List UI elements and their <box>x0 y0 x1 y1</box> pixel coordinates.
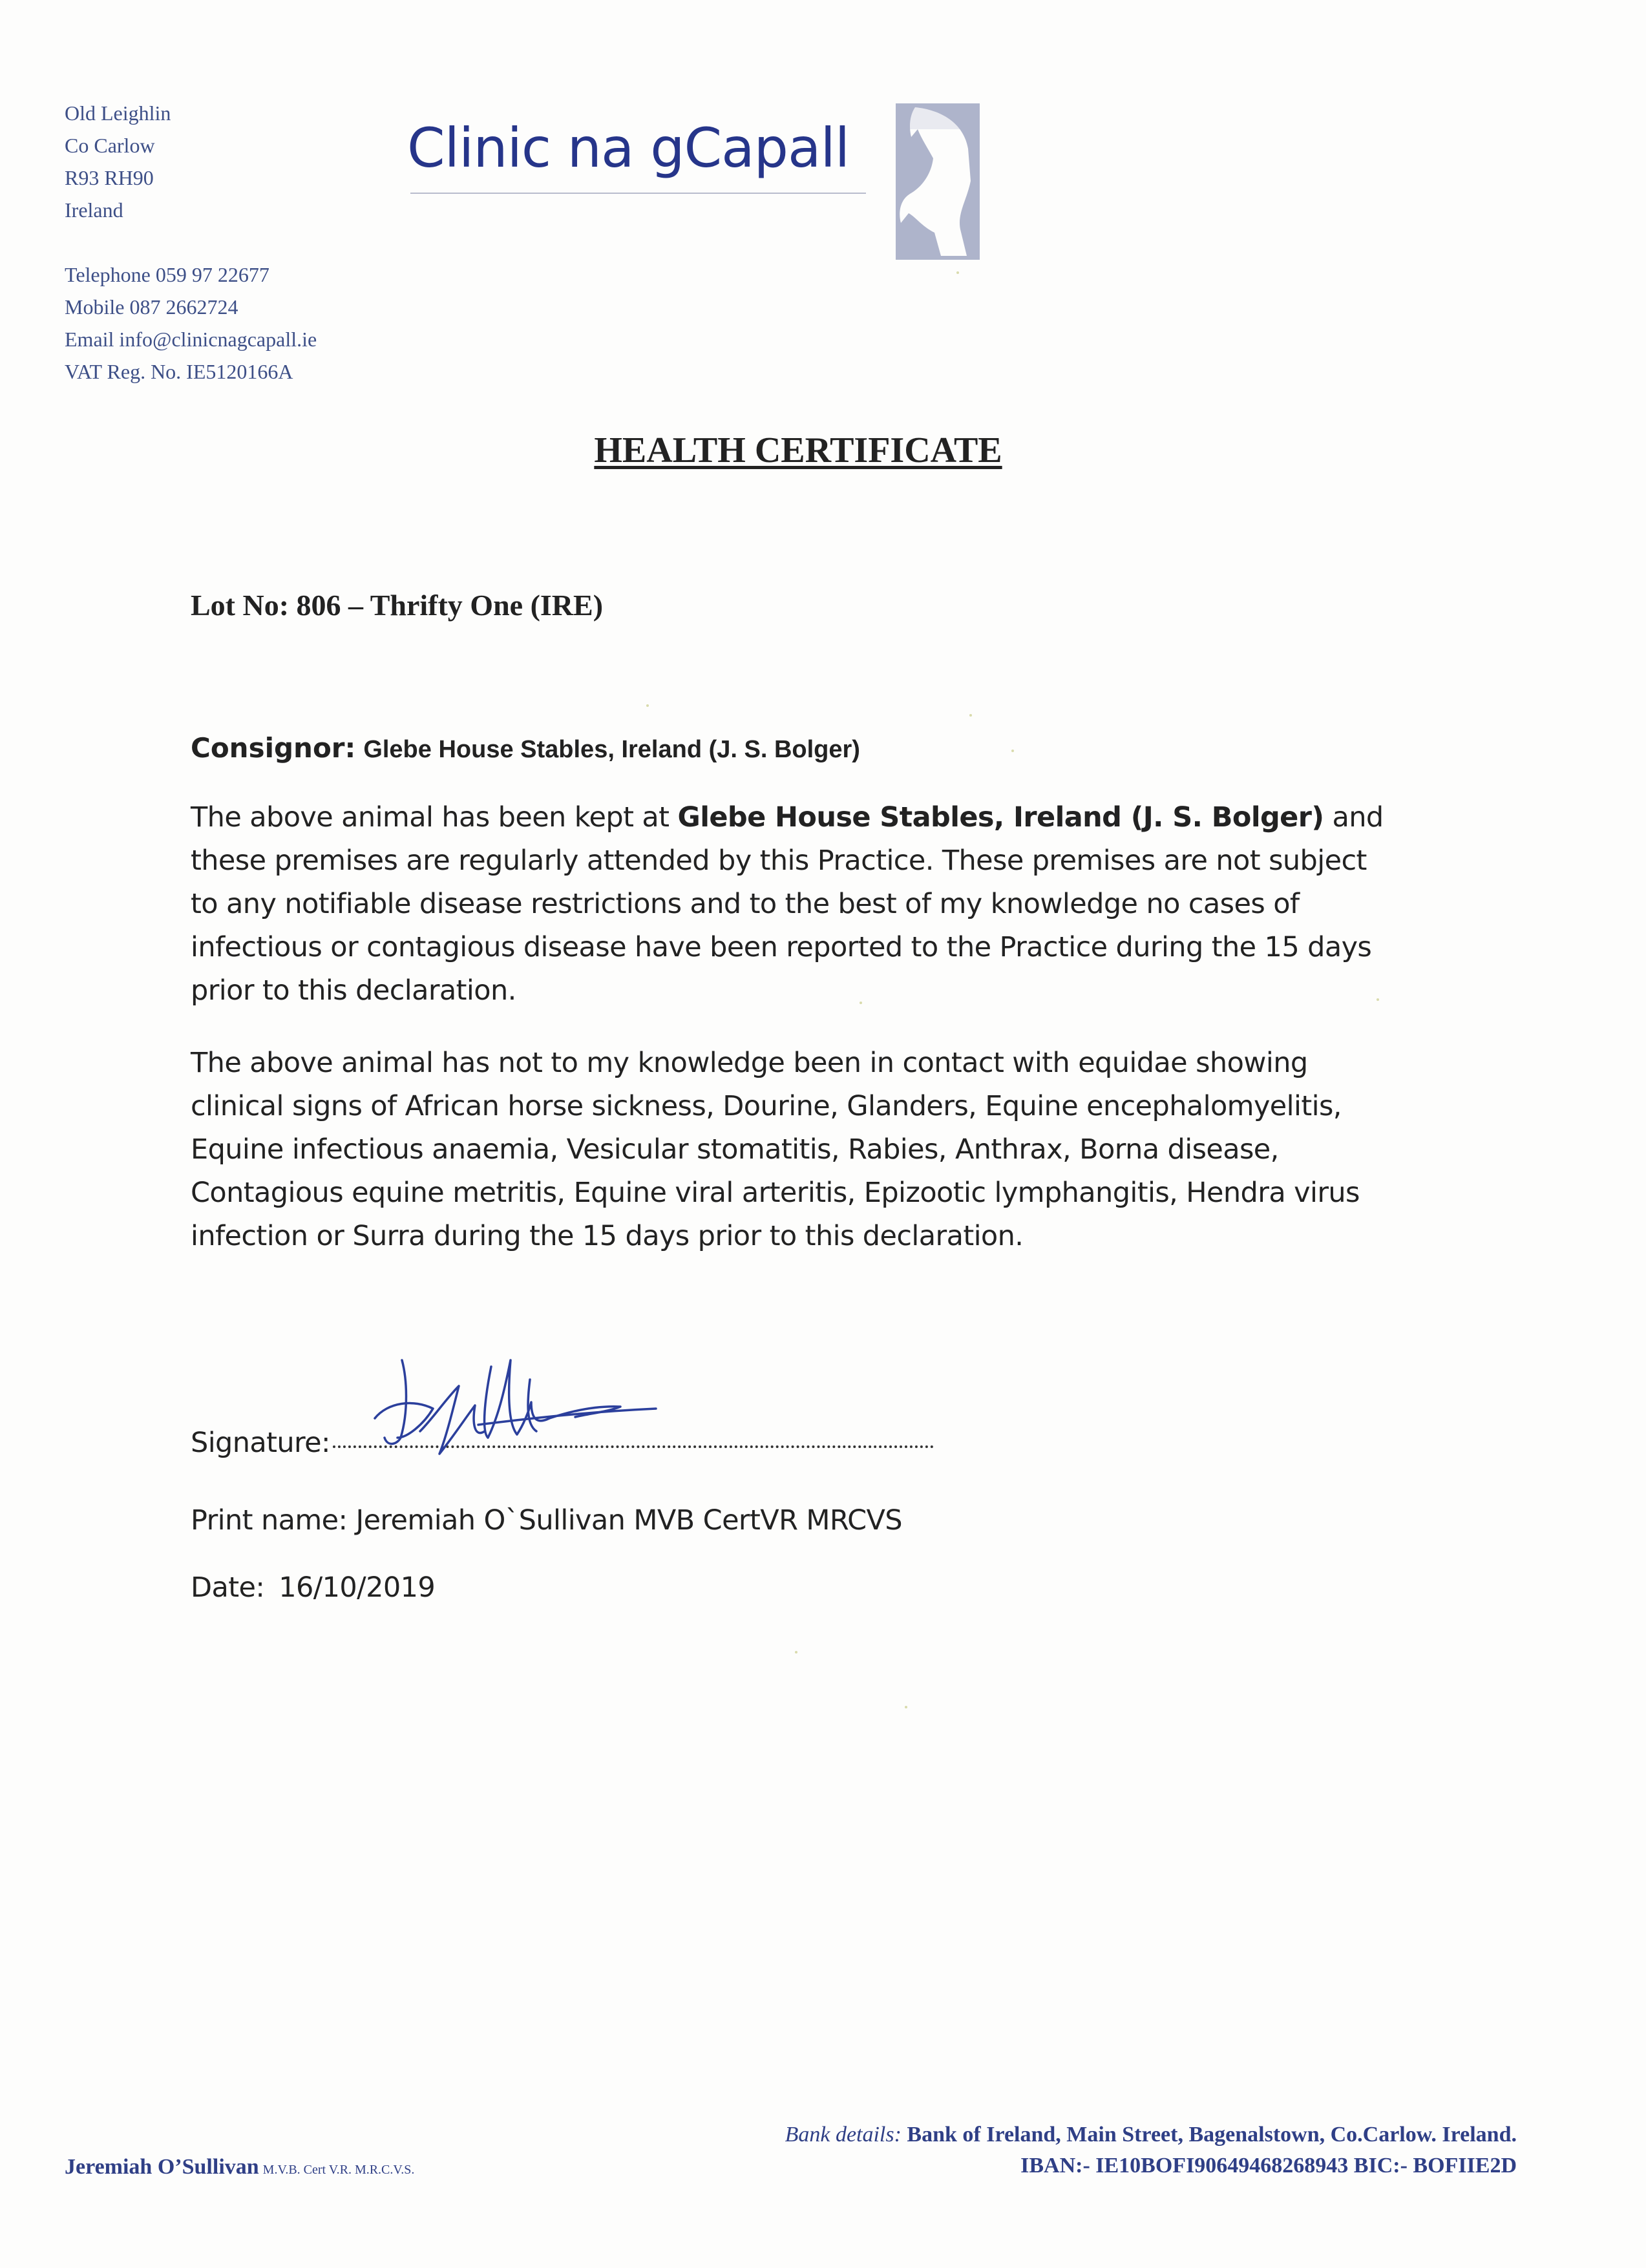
bank-line <box>785 2119 1517 2150</box>
disease-contact-paragraph <box>191 1042 1483 1258</box>
lot-number: Lot No: 806 – Thrifty One (IRE) <box>191 589 604 622</box>
scan-speck <box>1377 998 1379 1001</box>
address-line: Ireland <box>65 198 123 222</box>
clinic-address-block <box>65 97 317 388</box>
paragraph-text: The above animal has been kept at <box>191 801 678 834</box>
premises-name: Glebe House Stables, Ireland (J. S. Bolger) <box>677 801 1324 834</box>
date-value: 16/10/2019 <box>279 1571 436 1604</box>
paragraph-line: clinical signs of African horse sickness, Dourine, Glanders, Equine encephalomyelitis, <box>191 1090 1342 1122</box>
paragraph-line: to any notifiable disease restrictions and to the best of my knowledge no cases of <box>191 888 1300 920</box>
scan-speck <box>969 714 972 717</box>
address-line: Co Carlow <box>65 134 155 157</box>
consignor-line <box>191 732 860 764</box>
vet-qualifications: M.V.B. Cert V.R. M.R.C.V.S. <box>262 2163 415 2177</box>
contact-telephone: Telephone 059 97 22677 <box>65 263 269 286</box>
signature-label: Signature: <box>191 1427 330 1459</box>
footer-vet-name <box>65 2155 414 2179</box>
handwritten-signature <box>362 1341 672 1464</box>
address-spacer <box>65 226 317 258</box>
paragraph-line: infectious or contagious disease have been reported to the Practice during the 15 days <box>191 931 1372 963</box>
scan-speck <box>905 1706 907 1708</box>
contact-email: Email info@clinicnagcapall.ie <box>65 328 317 351</box>
vet-name: Jeremiah O’Sullivan <box>65 2155 259 2179</box>
print-name: Print name: Jeremiah O`Sullivan MVB CertVR MRCVS <box>191 1504 903 1537</box>
iban-bic: IBAN:- IE10BOFI90649468268943 BIC:- BOFIIE2D <box>1020 2154 1517 2178</box>
brand-underline <box>410 193 866 194</box>
scan-speck <box>1011 750 1014 752</box>
scan-speck <box>860 1002 862 1004</box>
paragraph-line: The above animal has not to my knowledge been in contact with equidae showing <box>191 1047 1308 1079</box>
contact-vat: VAT Reg. No. IE5120166A <box>65 360 293 383</box>
paragraph-text: and <box>1324 801 1384 834</box>
paragraph-line: these premises are regularly attended by this Practice. These premises are not subject <box>191 845 1367 877</box>
address-line: Old Leighlin <box>65 101 171 125</box>
certificate-title: HEALTH CERTIFICATE <box>594 430 1002 470</box>
paragraph-line: prior to this declaration. <box>191 974 516 1007</box>
consignor-label: Consignor: <box>191 732 356 764</box>
paragraph-line: Contagious equine metritis, Equine viral arteritis, Epizootic lymphangitis, Hendra virus <box>191 1177 1360 1209</box>
premises-declaration-paragraph <box>191 796 1483 1013</box>
bank-value: Bank of Ireland, Main Street, Bagenalstown, Co.Carlow. Ireland. <box>907 2123 1517 2147</box>
date-label: Date: <box>191 1571 265 1604</box>
paragraph-line: infection or Surra during the 15 days prior to this declaration. <box>191 1220 1024 1252</box>
address-line: R93 RH90 <box>65 166 154 189</box>
date-line <box>191 1571 435 1604</box>
scan-speck <box>795 1651 797 1654</box>
scan-speck <box>646 704 649 707</box>
scan-speck <box>956 271 959 274</box>
contact-mobile: Mobile 087 2662724 <box>65 295 238 319</box>
paragraph-line <box>191 796 1483 839</box>
paragraph-line: Equine infectious anaemia, Vesicular stomatitis, Rabies, Anthrax, Borna disease, <box>191 1133 1279 1166</box>
bank-label: Bank details: <box>785 2123 902 2147</box>
footer-bank-details <box>785 2119 1517 2181</box>
clinic-brand-name: Clinic na gCapall <box>407 116 850 180</box>
horse-head-logo-icon <box>896 103 980 260</box>
consignor-value: Glebe House Stables, Ireland (J. S. Bolger) <box>363 736 860 763</box>
